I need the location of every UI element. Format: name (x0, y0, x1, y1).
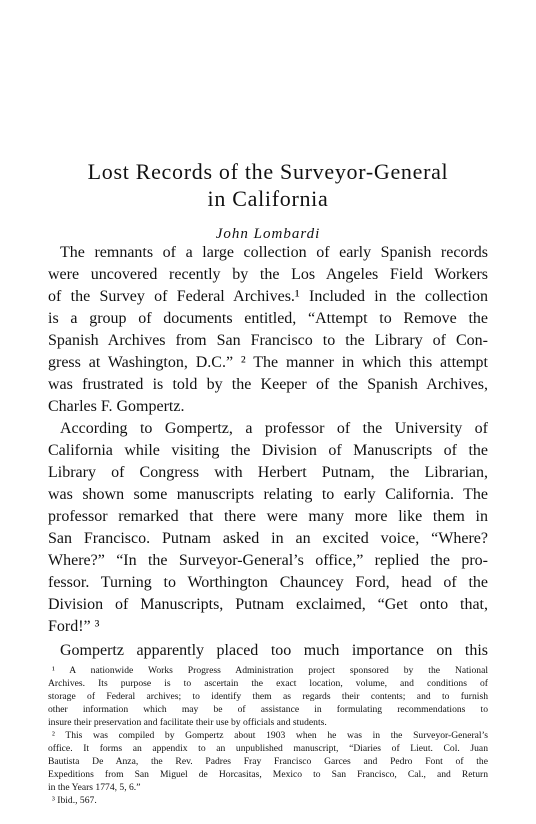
body-line: Ford!” ³ (48, 618, 100, 635)
body-line: is a group of documents entitled, “Attempt to Remove the (48, 310, 488, 327)
footnote-line: ³ Ibid., 567. (52, 795, 97, 806)
body-line: fessor. Turning to Worthington Chauncey Ford, head of the (48, 574, 488, 591)
footnote-line: ² This was compiled by Gompertz about 1903 when he was in the Surveyor-General’s (52, 730, 488, 741)
body-line: Library of Congress with Herbert Putnam, the Librarian, (48, 464, 488, 481)
footnote-line: other information which may be of assistance in formulating recommendations to (48, 704, 488, 715)
body-line: were uncovered recently by the Los Angeles Field Workers (48, 266, 488, 283)
footnote-line: Bautista De Anza, the Rev. Padres Fray Francisco Garces and Pedro Font of the (48, 756, 488, 767)
article-title-line-1: Lost Records of the Surveyor-General (87, 159, 449, 184)
body-line: According to Gompertz, a professor of the University of (60, 420, 488, 437)
body-line: Spanish Archives from San Francisco to the Library of Con- (48, 332, 488, 349)
footnote-line: ¹ A nationwide Works Progress Administration project sponsored by the National (52, 665, 488, 676)
footnote-line: storage of Federal archives; to identify them as regards their contents; and to furnish (48, 691, 488, 702)
body-line: Where?” “In the Surveyor-General’s office,” replied the pro- (48, 552, 488, 569)
body-line: San Francisco. Putnam asked in an excited voice, “Where? (48, 530, 488, 547)
body-line: of the Survey of Federal Archives.¹ Included in the collection (48, 288, 488, 305)
body-line: The remnants of a large collection of early Spanish records (60, 244, 488, 261)
body-line: California while visiting the Division of Manuscripts of the (48, 442, 488, 459)
body-line: was frustrated is told by the Keeper of the Spanish Archives, (48, 376, 488, 393)
footnote-line: Archives. Its purpose is to ascertain the exact location, volume, and conditions of (48, 678, 488, 689)
body-line: gress at Washington, D.C.” ² The manner in which this attempt (48, 354, 488, 371)
body-line: Gompertz apparently placed too much importance on this (60, 642, 488, 659)
body-line: Division of Manuscripts, Putnam exclaimed, “Get onto that, (48, 596, 488, 613)
footnote-line: in the Years 1774, 5, 6.” (48, 782, 141, 793)
footnote-line: Expeditions from San Miguel de Horcasitas, Mexico to San Francisco, Cal., and Return (48, 769, 488, 780)
article-title-line-2: in California (207, 186, 329, 211)
body-line: professor remarked that there were many more like them in (48, 508, 488, 525)
footnote-line: office. It forms an appendix to an unpublished manuscript, “Diaries of Lieut. Col. Juan (48, 743, 488, 754)
body-line: was shown some manuscripts relating to early California. The (48, 486, 488, 503)
article-author: John Lombardi (215, 226, 321, 242)
body-line: Charles F. Gompertz. (48, 398, 185, 415)
footnote-line: insure their preservation and facilitate their use by officials and students. (48, 717, 327, 728)
